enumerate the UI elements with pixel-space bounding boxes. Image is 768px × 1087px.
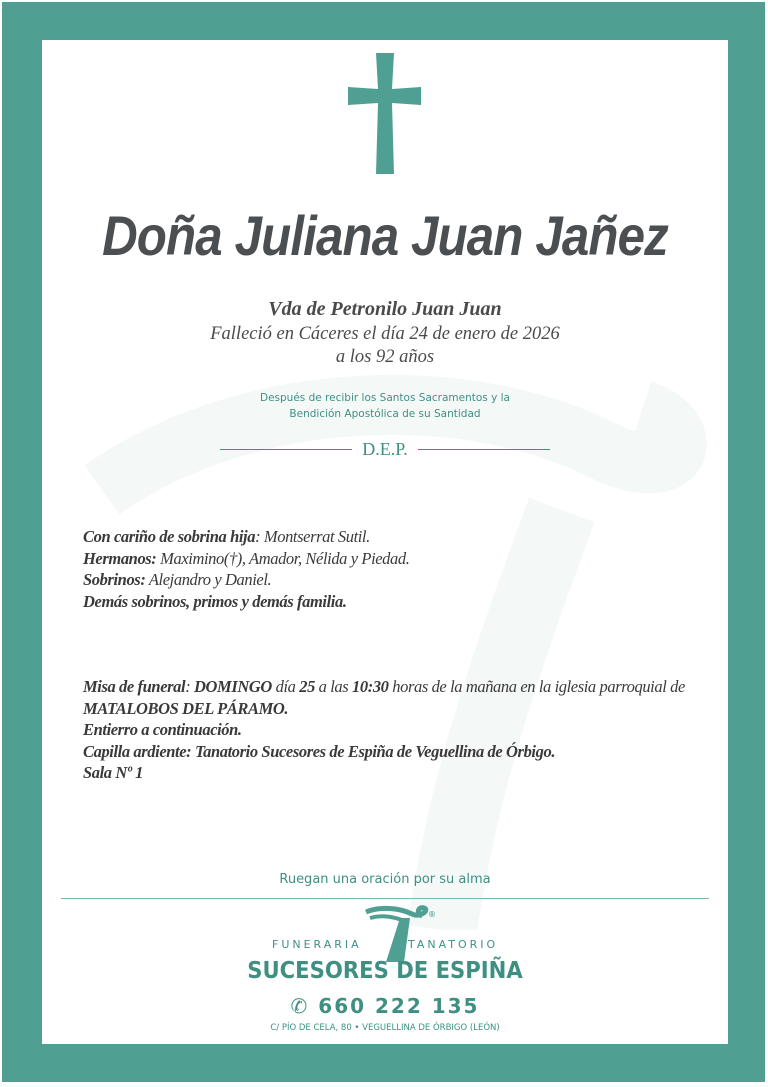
phone-icon: ✆: [290, 994, 319, 1018]
registered-mark: ®: [428, 910, 436, 919]
age: a los 92 años: [335, 347, 435, 367]
deceased-name: Doña Juliana Juan Jañez: [102, 204, 668, 267]
teal-border-frame: [2, 2, 765, 1082]
phone-number: ✆ 660 222 135: [290, 994, 480, 1018]
address: C/ PÍO DE CELA, 80 • VEGUELLINA DE ÓRBIGO (LEÓN): [270, 1023, 500, 1033]
footer-divider: [61, 898, 709, 899]
family-line: Sobrinos: Alejandro y Daniel.: [83, 570, 272, 589]
room-info: Sala Nº 1: [83, 763, 144, 782]
prayer-request: Ruegan una oración por su alma: [279, 872, 491, 887]
family-list: [83, 526, 703, 612]
death-info: Falleció en Cáceres el día 24 de enero de 2026: [210, 324, 560, 344]
mass-info: Misa de funeral: DOMINGO día 25 a las 10:30 horas de la mañana en la iglesia parroquial de MATALOBOS DEL PÁRAMO.: [83, 677, 685, 718]
dep-divider: [220, 437, 550, 461]
divider-line-right: [418, 449, 550, 450]
funeral-details: [83, 676, 713, 784]
sacraments-line-2: Bendición Apostólica de su Santidad: [289, 408, 481, 420]
tanatorio-label: TANATORIO: [408, 938, 499, 951]
dep-text: D.E.P.: [362, 438, 408, 459]
family-line: Hermanos: Maximino(†), Amador, Nélida y Piedad.: [83, 548, 410, 568]
obituary-panel: [42, 40, 728, 1044]
burial-info: Entierro a continuación.: [83, 720, 242, 739]
sacraments-text: [42, 390, 728, 422]
brand-name: SUCESORES DE ESPIÑA: [247, 958, 523, 984]
funeraria-label: FUNERARIA: [272, 938, 362, 951]
chapel-info: Capilla ardiente: Tanatorio Sucesores de Espiña de Veguellina de Órbigo.: [83, 741, 556, 761]
family-line: Demás sobrinos, primos y demás familia.: [83, 591, 347, 611]
divider-line-left: [220, 449, 352, 450]
family-line: Con cariño de sobrina hija: Montserrat Sutil.: [83, 527, 370, 546]
latin-cross-icon: [348, 53, 421, 174]
sacraments-line-1: Después de recibir los Santos Sacramentos y la: [259, 392, 510, 404]
widow-of: Vda de Petronilo Juan Juan: [268, 298, 502, 320]
